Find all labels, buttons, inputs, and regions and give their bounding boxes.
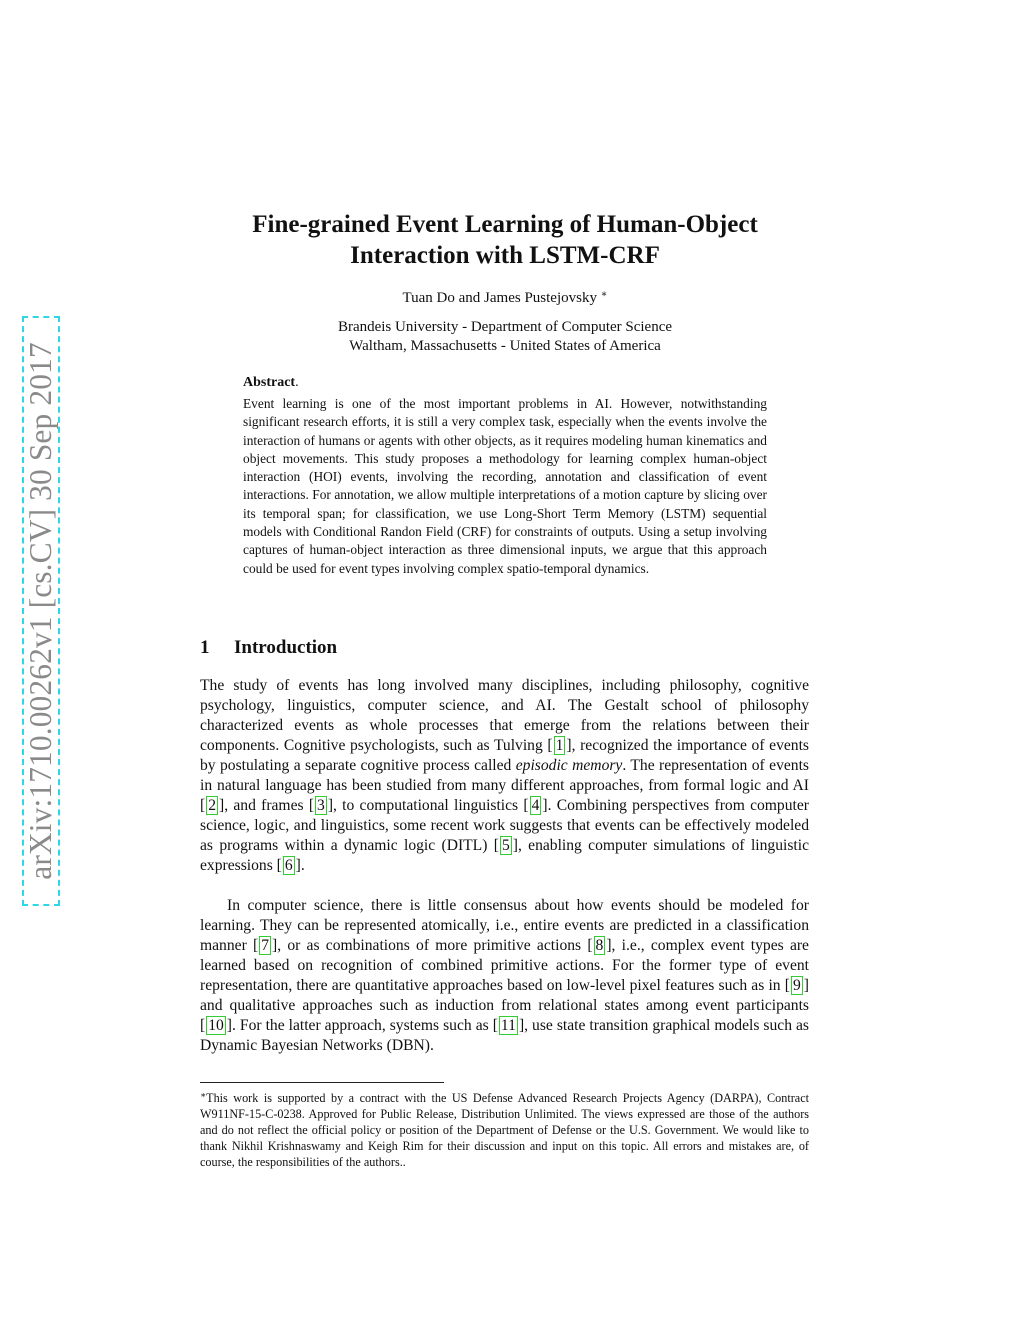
- affiliation: [200, 318, 810, 356]
- citation-link-1[interactable]: 1: [555, 737, 564, 754]
- citation-link-11[interactable]: 11: [500, 1017, 516, 1034]
- footnote: [200, 1087, 809, 1170]
- author-footnote-mark[interactable]: ∗: [600, 289, 608, 300]
- section-title: Introduction: [234, 637, 338, 658]
- intro-paragraph-2: In computer science, there is little consensus about how events should be modeled for learning. They can be represented atomically, i.e., entire events are predicted in a classification manner [ 7 ], or as combinations of more primitive actions [ 8 ], i.e., complex event types are learned based on recognition of combined primitive actions. For the former type of event representation, there are quantitative approaches based on low-level pixel features such as in [ 9 ] and qualitative approaches such as induction from relational states among event participants [ 10 ]. For the latter approach, systems such as [ 11 ], use state transition graphical models such as Dynamic Bayesian Networks (DBN).: [200, 897, 809, 1054]
- arxiv-identifier-stamp[interactable]: [22, 316, 60, 906]
- footnote-divider: [200, 1082, 444, 1083]
- text-run: and qualitative approaches such as induction from relational states among event participants: [200, 997, 809, 1014]
- text-run: The study of events has long involved many disciplines, including philosophy, cognitive psychology, linguistics, computer science, and AI. The Gestalt school of philosophy characterized events as whole processes that emerge from the relations between their components. Cognitive psychologists, such as Tulving: [200, 677, 809, 754]
- citation-link-3[interactable]: 3: [317, 797, 325, 814]
- citation-link-10[interactable]: 10: [208, 1017, 224, 1034]
- author-line: [200, 286, 810, 307]
- author-names: Tuan Do and James Pustejovsky: [402, 290, 597, 306]
- citation-link-6[interactable]: 6: [284, 857, 293, 874]
- section-number: 1: [200, 637, 210, 658]
- affiliation-line-2: Waltham, Massachusetts - United States of America: [349, 338, 661, 354]
- citation-link-2[interactable]: 2: [208, 797, 216, 814]
- footnote-text: This work is supported by a contract with the US Defense Advanced Research Projects Agency (DARPA), Contract W911NF-15-C-0238. Approved for Public Release, Distribution Unlimited. The views expressed are those of the authors and do not reflect the official policy or position of the Department of Defense or the U.S. Government. We would like to thank Nikhil Krishnaswamy and Keigh Rim for their discussion and input on this topic. All errors and mistakes are, of course, the responsibilities of the authors..: [200, 1091, 809, 1169]
- text-run: , use state transition graphical models such as Dynamic Bayesian Networks (DBN).: [200, 1017, 809, 1054]
- text-run: , recognized the importance of events by postulating a separate cognitive process called: [200, 737, 809, 774]
- text-run: In computer science, there is little consensus about how events should be modeled for learning. They can be represented atomically, i.e., entire events are predicted in a classification manner: [200, 897, 809, 954]
- citation-link-9[interactable]: 9: [793, 977, 801, 994]
- text-run: . Combining perspectives from computer science, logic, and linguistics, some recent work suggests that events can be effectively modeled as programs within a dynamic logic (DITL): [200, 797, 809, 854]
- citation-link-8[interactable]: 8: [595, 937, 604, 954]
- paper-title: Fine-grained Event Learning of Human-Object Interaction with LSTM-CRF: [252, 211, 758, 269]
- text-run: , to computational linguistics: [333, 797, 524, 814]
- text-run: . For the latter approach, systems such as: [232, 1017, 493, 1034]
- text-run: , i.e., complex event types are learned based on recognition of combined primitive actions. For the former type of event representation, there are quantitative approaches based on low-level pixel features such as in: [200, 937, 809, 994]
- text-run: .: [300, 857, 305, 874]
- affiliation-line-1: Brandeis University - Department of Computer Science: [337, 319, 673, 335]
- text-run: , or as combinations of more primitive actions: [277, 937, 588, 954]
- intro-paragraph-1: The study of events has long involved many disciplines, including philosophy, cognitive psychology, linguistics, computer science, and AI. The Gestalt school of philosophy characterized events as whole processes that emerge from the relations between their components. Cognitive psychologists, such as Tulving [ 1 ], recognized the importance of events by postulating a separate cognitive process called episodic memory. The representation of events in natural language has been studied from many different approaches, from formal logic and AI [ 2 ], and frames [ 3 ], to computational linguistics [ 4 ]. Combining perspectives from computer science, logic, and linguistics, some recent work suggests that events can be effectively modeled as programs within a dynamic logic (DITL) [ 5 ], enabling computer simulations of linguistic expressions [ 6 ].: [200, 677, 809, 874]
- abstract-text: Event learning is one of the most important problems in AI. However, notwithstanding significant research efforts, it is still a very complex task, especially when the events involve the interaction of humans or agents with other objects, as it requires modeling human kinematics and object movements. This study proposes a methodology for learning complex human-object interaction (HOI) events, involving the recording, annotation and classification of event interactions. For annotation, we allow multiple interpretations of a motion capture by slicing over its temporal span; for classification, we use Long-Short Term Memory (LSTM) sequential models with Conditional Randon Field (CRF) for constraints of outputs. Using a setup involving captures of human-object interaction as three dimensional inputs, we argue that this approach could be used for event types involving complex spatio-temporal dynamics.: [243, 396, 767, 576]
- section-heading-introduction: [200, 636, 337, 660]
- abstract-heading-label: Abstract: [243, 375, 296, 390]
- text-run: , and frames: [224, 797, 309, 814]
- citation-link-4[interactable]: 4: [531, 797, 540, 814]
- arxiv-identifier-text: arXiv:1710.00262v1 [cs.CV] 30 Sep 2017: [23, 342, 58, 880]
- citation-link-5[interactable]: 5: [501, 837, 510, 854]
- abstract-heading: Abstract.: [243, 375, 299, 390]
- text-run: , enabling computer simulations of linguistic expressions: [200, 837, 809, 874]
- emphasis-episodic-memory: episodic memory: [515, 757, 623, 774]
- footnote-mark: ∗: [200, 1090, 207, 1100]
- text-run: . The representation of events in natural language has been studied from many different approaches, from formal logic and AI: [200, 757, 809, 794]
- citation-link-7[interactable]: 7: [261, 937, 269, 954]
